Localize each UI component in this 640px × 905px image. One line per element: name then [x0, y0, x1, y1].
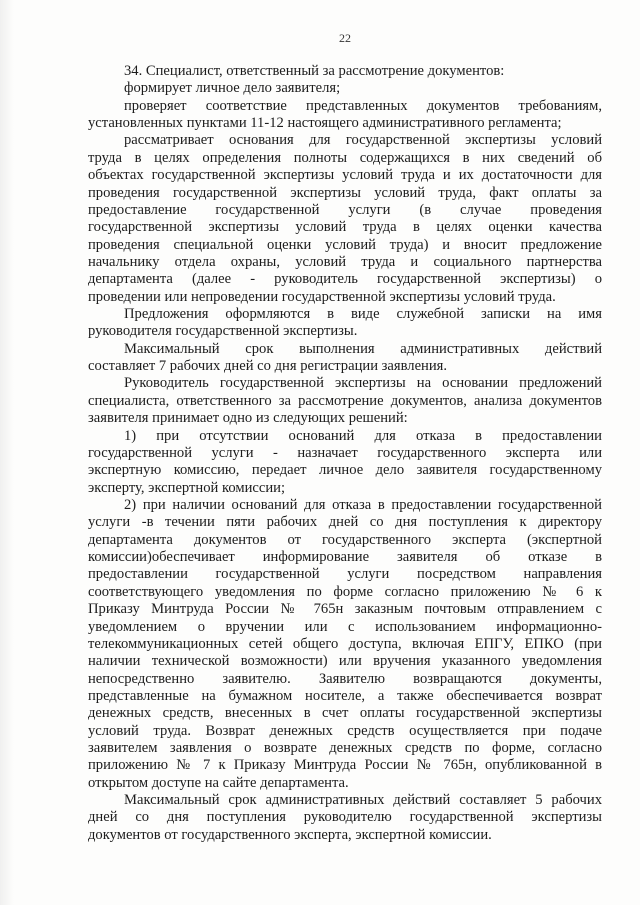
text-line: заявителем заявления о возврате денежных средств по форме, согласно [88, 740, 602, 757]
text-line: 34. Специалист, ответственный за рассмотрение документов: [124, 63, 505, 79]
page-number: 22 [339, 31, 351, 45]
text-line: руководителя государственной экспертизы. [88, 323, 358, 340]
text-line: начальнику отдела охраны, условий труда и социального партнерства [88, 253, 602, 270]
paragraph [88, 792, 602, 844]
text-line: приложению № 7 к Приказу Минтруда России № 765н, опубликованной в [88, 757, 602, 774]
text-line: специалиста, ответственного за рассмотрение документов, анализа документов [88, 392, 602, 409]
text-line: объектах государственной экспертизы условий труда и их достаточности для [88, 167, 602, 184]
text-line: 1) при отсутствии оснований для отказа в предоставлении [124, 427, 602, 444]
text-line: формирует личное дело заявителя; [124, 80, 341, 97]
text-line: государственной экспертизы условий труда в целях оценки качества [88, 219, 602, 236]
text-line: рассматривает основания для государственной экспертизы условий [124, 132, 602, 149]
text-line: департамента документов от государственного эксперта (экспертной [88, 531, 602, 548]
text-line: составляет 7 рабочих дней со дня регистрации заявления. [88, 358, 448, 375]
paragraph [88, 132, 602, 306]
text-line: соответствующего уведомления по форме согласно приложению № 6 к [88, 583, 602, 600]
text-line: открытом доступе на сайте департамента. [88, 774, 349, 791]
paragraph [88, 497, 602, 792]
text-line: проведения государственной экспертизы условий труда, факт оплаты за [88, 184, 602, 201]
text-line: предоставлении государственной услуги посредством направления [88, 566, 602, 583]
text-line: экспертную комиссию, передает личное дело заявителя государственному [88, 462, 602, 479]
document-body [88, 63, 602, 844]
text-line: уведомлением о вручении или с использованием информационно- [88, 618, 602, 635]
text-line: труда в целях определения полноты содержащихся в них сведений об [88, 149, 602, 166]
text-line: комиссии)обеспечивает информирование заявителя об отказе в [88, 549, 602, 566]
paragraph [88, 341, 602, 376]
scan-edge-shadow [0, 0, 14, 905]
text-line: Руководитель государственной экспертизы на основании предложений [124, 375, 602, 392]
text-line: проверяет соответствие представленных документов требованиям, [124, 97, 602, 114]
text-line: государственной услуги - назначает государственного эксперта или [88, 444, 602, 461]
text-line: наличии технической возможности) или вручения указанного уведомления [88, 653, 602, 670]
text-line: Предложения оформляются в виде служебной записки на имя [124, 306, 602, 323]
text-line: 2) при наличии оснований для отказа в предоставлении государственной [124, 496, 602, 513]
paragraph [88, 428, 602, 497]
text-line: проведении или непроведении государственной экспертизы условий труда. [88, 288, 556, 305]
text-line: денежных средств, внесенных в счет оплаты государственной экспертизы [88, 705, 602, 722]
text-line: проведения специальной оценки условий труда) и вносит предложение [88, 236, 602, 253]
text-line: установленных пунктами 11-12 настоящего административного регламента; [88, 115, 562, 132]
text-line: представленные на бумажном носителе, а также обеспечивается возврат [88, 687, 602, 704]
paragraph [88, 306, 602, 341]
text-line: заявителя принимает одно из следующих решений: [88, 410, 408, 427]
text-line: эксперту, экспертной комиссии; [88, 479, 286, 496]
text-line: дней со дня поступления руководителю государственной экспертизы [88, 809, 602, 826]
paragraph [88, 63, 602, 80]
text-line: условий труда. Возврат денежных средств осуществляется при подаче [88, 722, 602, 739]
text-line: документов от государственного эксперта, экспертной комиссии. [88, 826, 492, 843]
paragraph [88, 80, 602, 97]
text-line: Максимальный срок административных действий составляет 5 рабочих [124, 792, 602, 809]
text-line: Максимальный срок выполнения административных действий [124, 340, 602, 357]
text-line: предоставление государственной услуги (в случае проведения [88, 201, 602, 218]
text-line: услуги -в течении пяти рабочих дней со дня поступления к директору [88, 514, 602, 531]
text-line: телекоммуникационных сетей общего доступа, включая ЕПГУ, ЕПКО (при [88, 635, 602, 652]
text-line: Приказу Минтруда России № 765н заказным почтовым отправлением с [88, 601, 602, 618]
paragraph [88, 375, 602, 427]
text-line: департамента (далее - руководитель государственной экспертизы) о [88, 271, 602, 288]
text-line: непосредственно заявителю. Заявителю возвращаются документы, [88, 670, 602, 687]
paragraph [88, 98, 602, 133]
